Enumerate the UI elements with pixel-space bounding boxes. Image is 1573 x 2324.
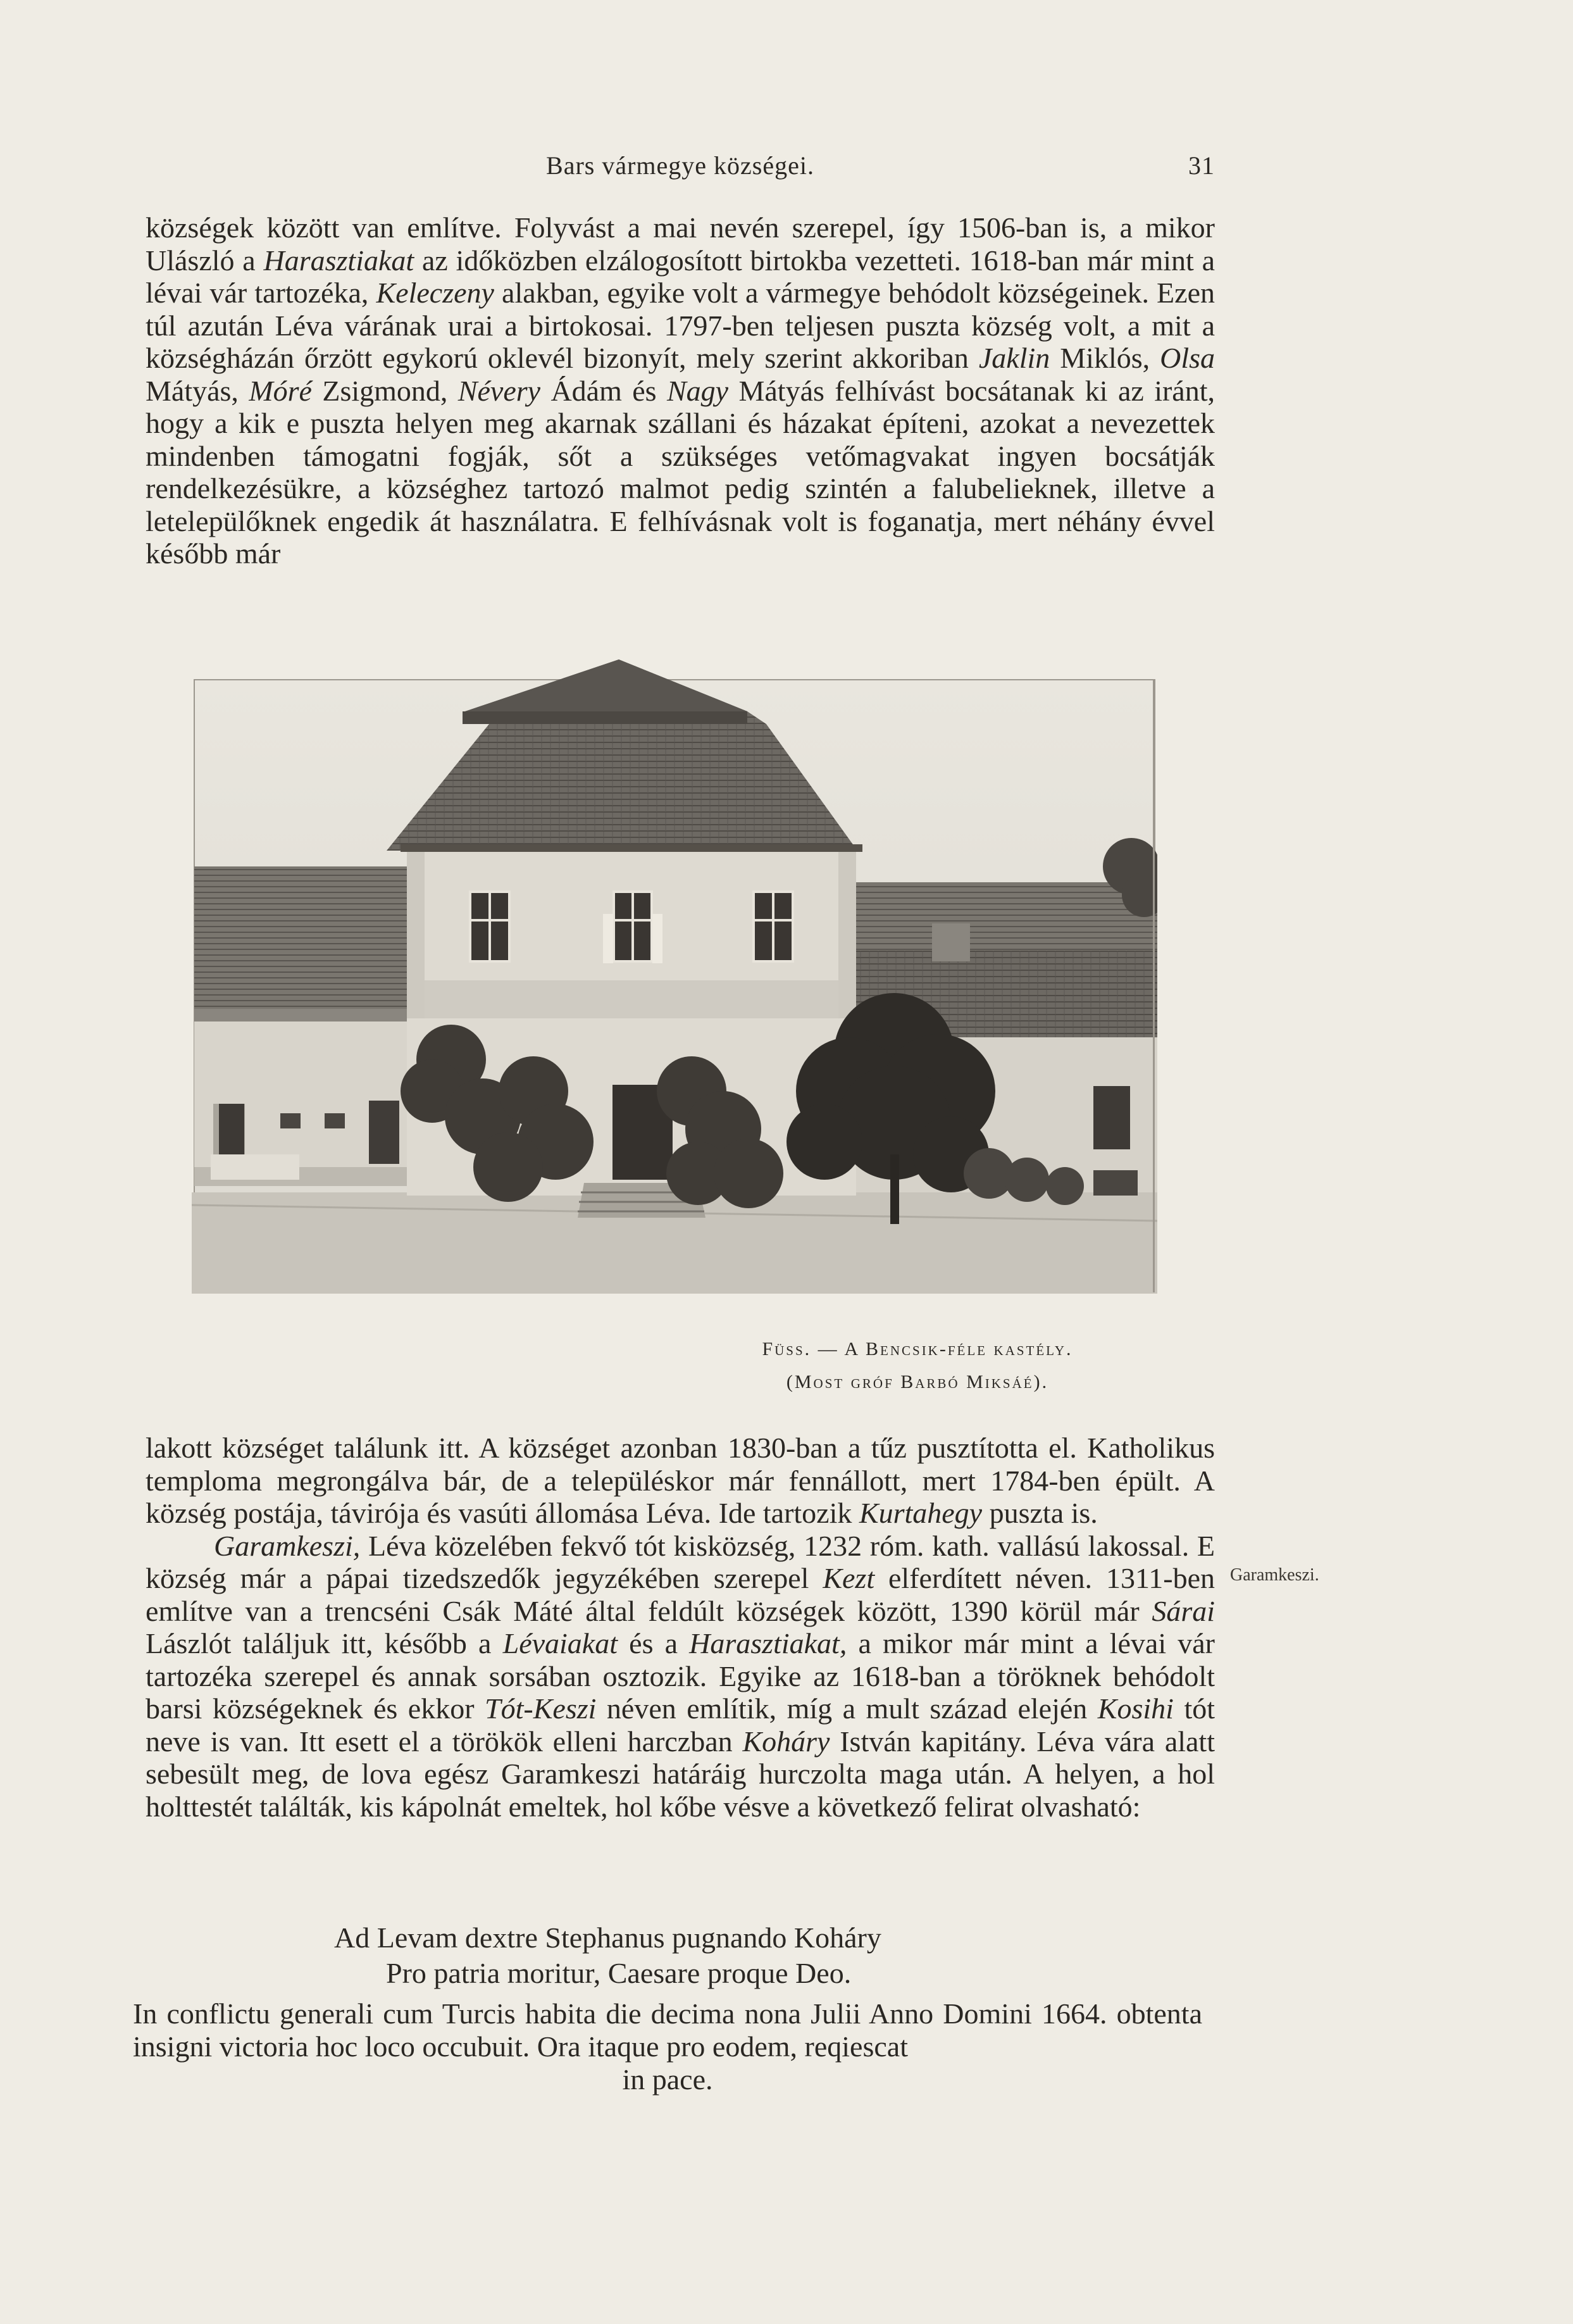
latin-text-end: in pace. bbox=[622, 2063, 713, 2096]
caption-line: (Most gróf Barbó Miksáé). bbox=[786, 1371, 1049, 1392]
running-header bbox=[146, 151, 1215, 189]
page-number: 31 bbox=[1188, 151, 1215, 180]
body-paragraph-bottom bbox=[146, 1432, 1215, 1823]
paragraph: Garamkeszi, Léva közelében fekvő tót kisközség, 1232 róm. kath. vallású lakossal. E község már a pápai tizedszedők jegyzékében szerepel Kezt elferdített néven. 1311-ben említve van a trencséni Csák Máté által feldúlt községek között, 1390 körül már Sárai Lászlót találjuk itt, később a Lévaiakat és a Harasztiakat, a mikor már mint a lévai vár tartozéka szerepel és annak sorsában osztozik. Egyike az 1618-ban a töröknek behódolt barsi községeknek és ekkor Tót-Keszi néven említik, míg a mult század elején Kosihi tót neve is van. Itt esett el a törökök elleni harczban Koháry István kapitány. Léva vára alatt sebesült meg, de lova egész Garamkeszi határáig hurczolta maga után. A helyen, a hol holttestét találták, kis kápolnát emeltek, hol kőbe vésve a következő felirat olvasható: bbox=[146, 1529, 1215, 1823]
latin-inscription bbox=[133, 1997, 1202, 2096]
castle-illustration bbox=[192, 648, 1157, 1294]
paragraph: községek között van említve. Folyvást a mai nevén szerepel, így 1506-ban is, a mikor Ulászló a Harasztiakat az időközben elzálogosított birtokba vezetteti. 1618-ban már mint a lévai vár tartozéka, Keleczeny alakban, egyike volt a vármegye behódolt községeinek. Ezen túl azután Léva várának urai a birtokosai. 1797-ben teljesen puszta község volt, a mit a községházán őrzött egykorú oklevél bizonyít, mely szerint akkoriban Jaklin Miklós, Olsa Mátyás, Móré Zsigmond, Névery Ádám és Nagy Mátyás felhívást bocsátanak ki az iránt, hogy a kik e puszta helyen meg akarnak szállani és házakat építeni, azokat a nevezettek mindenben támogatni fogják, sőt a szükséges vetőmagvakat ingyen bocsátják rendelkezésükre, a községhez tartozó malmot pedig szintén a falubelieknek, illetve a letelepülőknek engedik át használatra. E felhívásnak volt is foganatja, mert néhány évvel később már bbox=[146, 211, 1215, 570]
castle-photograph bbox=[192, 648, 1157, 1294]
latin-text: In conflictu generali cum Turcis habita die decima nona Julii Anno Domini 1664. obtenta insigni victoria hoc loco occubuit. Ora itaque pro eodem, reqiescat bbox=[133, 1997, 1202, 2063]
figure-caption bbox=[658, 1333, 1177, 1399]
inscription-verse bbox=[146, 1920, 1215, 1991]
verse-line: Pro patria moritur, Caesare proque Deo. bbox=[386, 1957, 852, 1989]
margin-note: Garamkeszi. bbox=[1230, 1565, 1319, 1585]
paragraph: lakott községet találunk itt. A községet azonban 1830-ban a tűz pusztította el. Katholikus temploma megrongálva bár, de a településkor már fennállott, mert 1784-ben épült. A község postája, távirója és vasúti állomása Léva. Ide tartozik Kurtahegy puszta is. bbox=[146, 1432, 1215, 1529]
running-title: Bars vármegye községei. bbox=[546, 151, 814, 180]
caption-line: Füss. — A Bencsik-féle kastély. bbox=[762, 1339, 1073, 1359]
body-paragraph-top bbox=[146, 211, 1215, 570]
verse-line: Ad Levam dextre Stephanus pugnando Koháry bbox=[334, 1921, 881, 1954]
